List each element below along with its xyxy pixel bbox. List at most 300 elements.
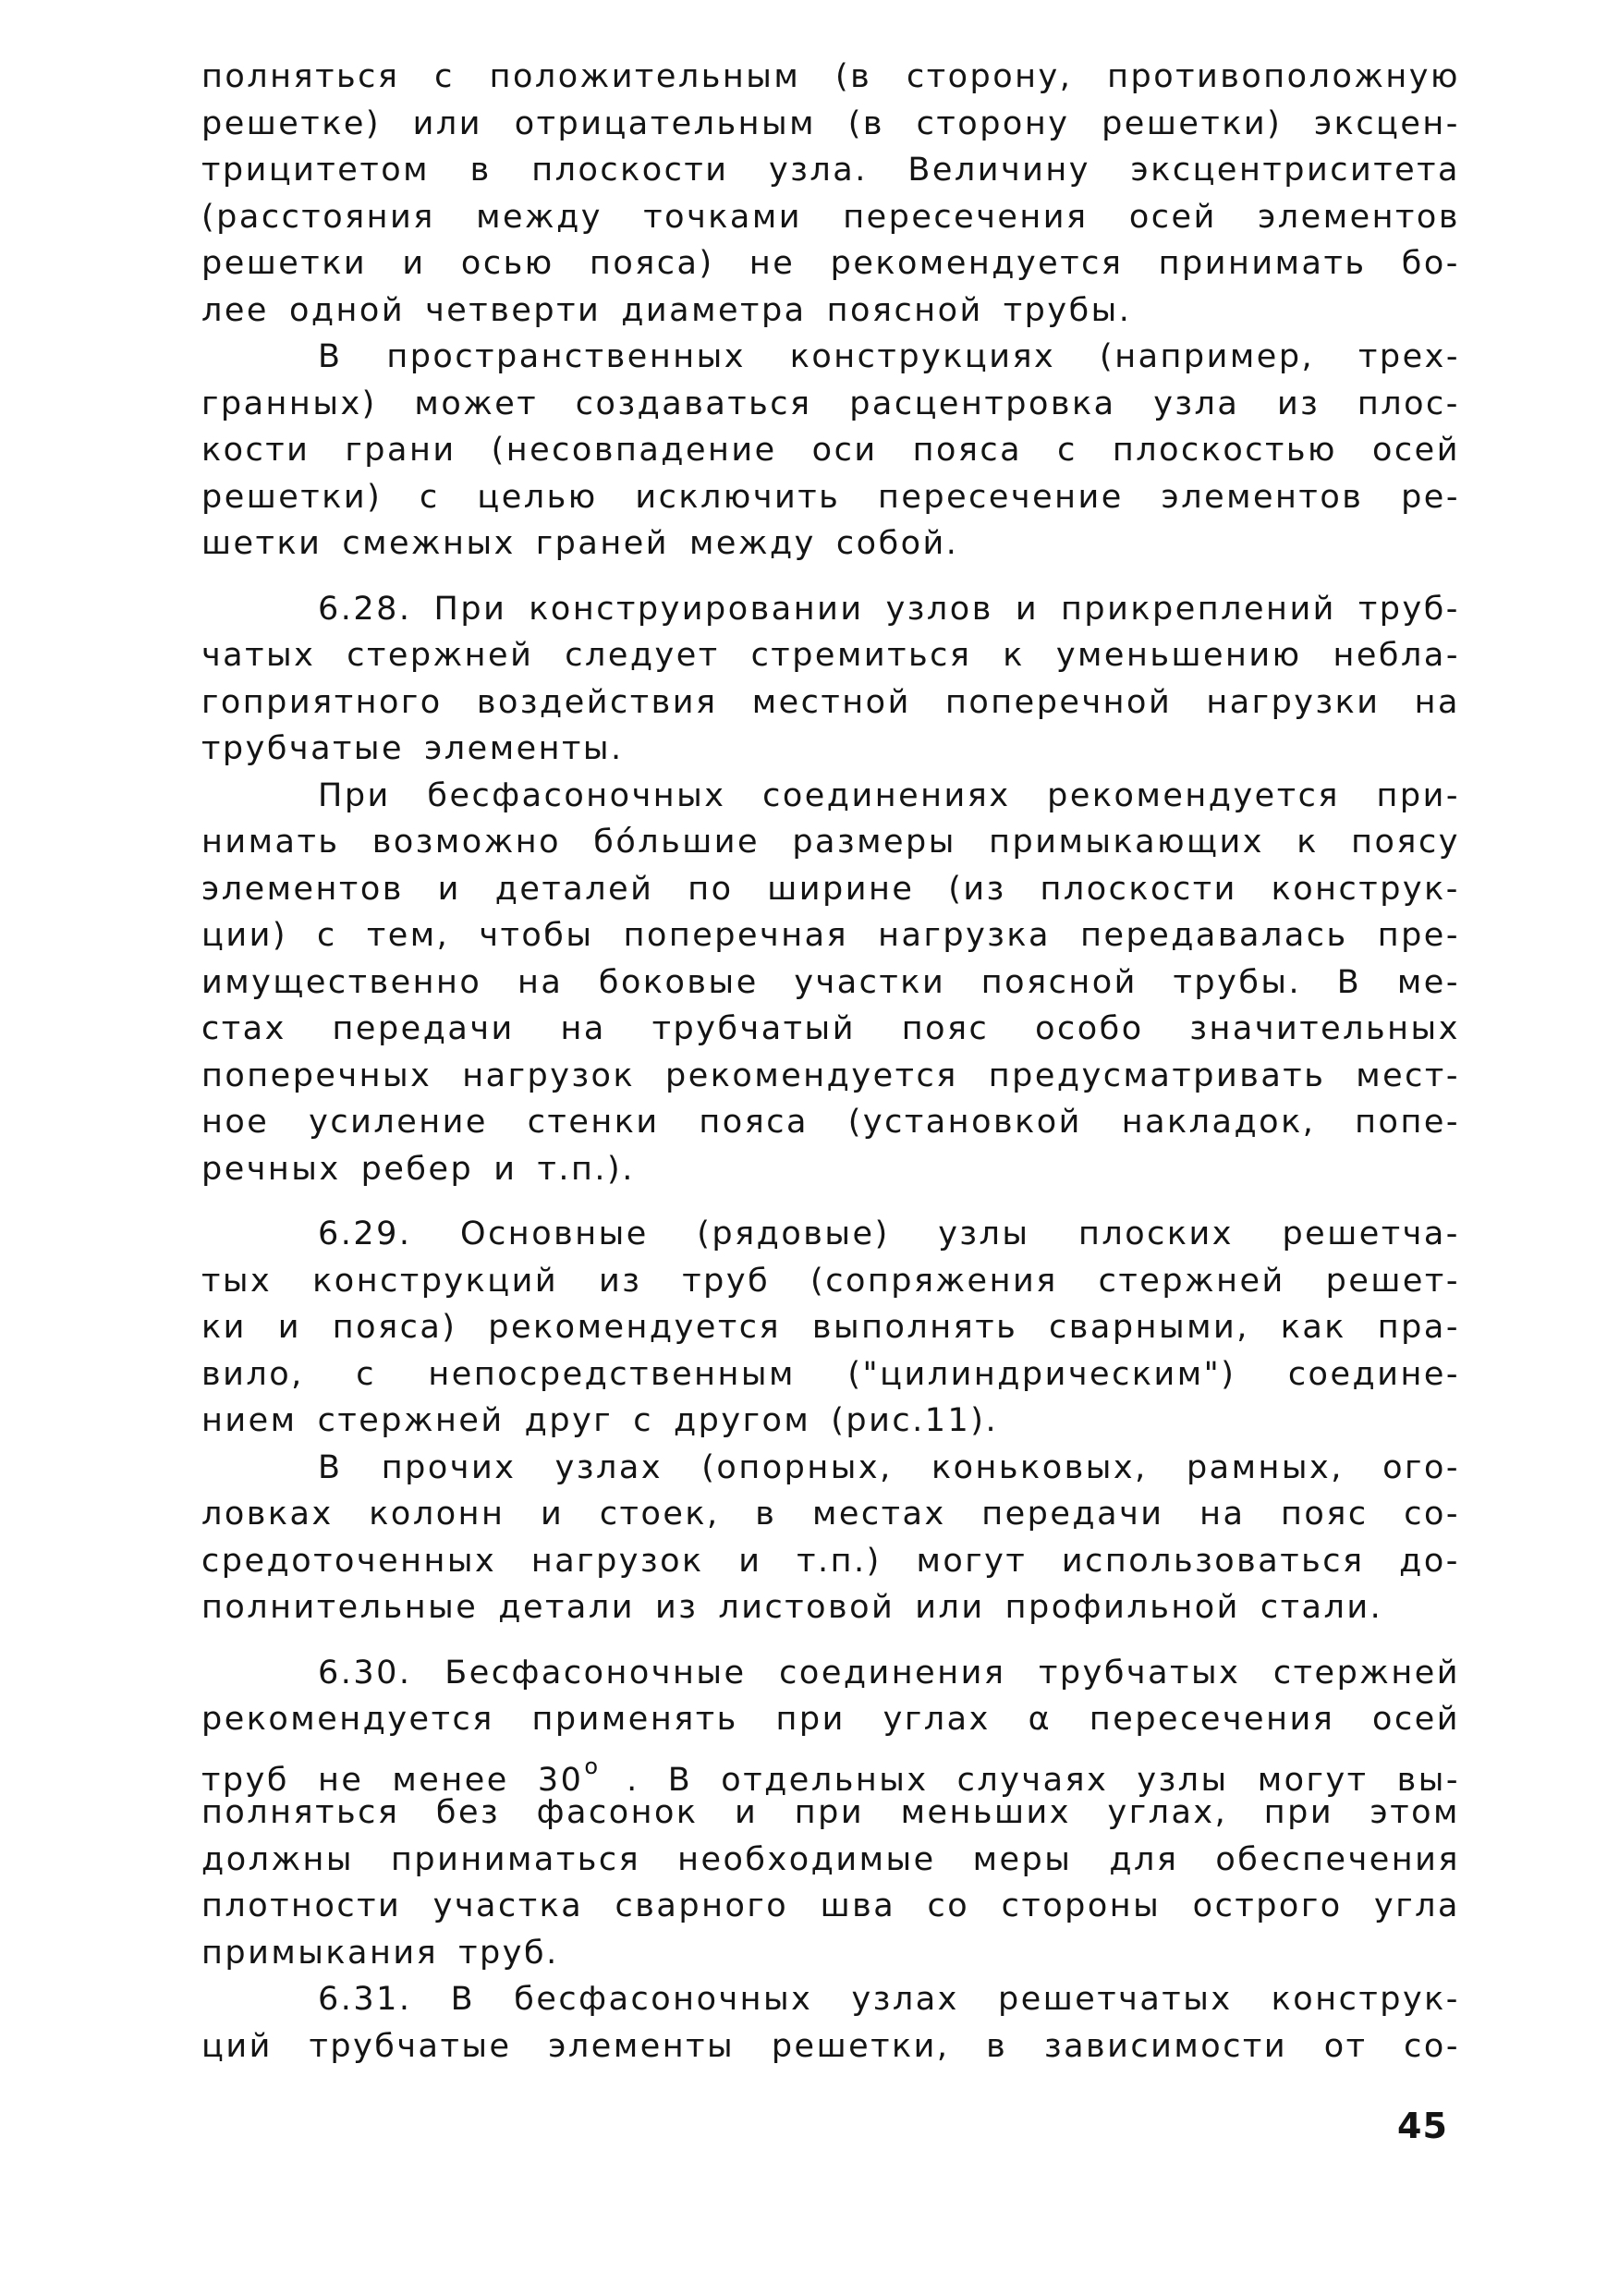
word: В (318, 338, 343, 375)
word: сварными, (1049, 1309, 1249, 1346)
word: плоскости (1040, 870, 1237, 908)
word: с (1057, 432, 1077, 469)
word: узлах (851, 1981, 959, 2018)
word: узла (1153, 385, 1240, 422)
word: узлов (885, 590, 993, 628)
word: деталей (494, 870, 654, 908)
word: конструк- (1271, 1981, 1460, 2018)
word: четверти (425, 291, 602, 329)
word: стоек, (599, 1496, 720, 1533)
word: плоскости (531, 152, 729, 189)
word: соединения (779, 1654, 1006, 1691)
paragraph-gap (201, 1631, 1460, 1650)
text-line (201, 912, 1460, 959)
text-line (201, 1696, 1460, 1743)
word: исключить (635, 478, 841, 516)
word: нагрузка (878, 917, 1052, 954)
word: местной (751, 683, 911, 721)
word: поясной (980, 963, 1138, 1001)
section-6-28-first-line (201, 586, 1460, 633)
word: со- (1404, 1496, 1460, 1533)
word: могут (916, 1542, 1028, 1580)
word: (рядовые) (697, 1215, 890, 1252)
text-line (201, 194, 1460, 241)
word: эксцен- (1313, 104, 1460, 142)
word: на (1414, 683, 1460, 721)
word: стороны (1001, 1887, 1162, 1924)
word: труб (201, 1761, 289, 1799)
text-line (201, 773, 1460, 820)
word: (несовпадение (491, 432, 777, 469)
word: или (412, 104, 483, 142)
word: друг (524, 1402, 614, 1439)
word: труб- (1357, 590, 1460, 628)
text-line (201, 1584, 1460, 1631)
word: усиление (309, 1104, 488, 1141)
text-line (201, 866, 1460, 913)
text-line (201, 1789, 1460, 1837)
word: оси (811, 432, 878, 469)
word: применять (531, 1701, 738, 1738)
word: стах (201, 1010, 286, 1047)
word: смежных (342, 525, 516, 562)
word: Основные (460, 1215, 649, 1252)
word: рекомендуется (1047, 776, 1340, 814)
text-line (201, 1837, 1460, 1884)
word: чатых (201, 637, 316, 674)
word: Величину (907, 152, 1091, 189)
word: нимать (201, 824, 340, 861)
word: элементы (548, 2027, 736, 2065)
word: рекомендуется (201, 1701, 494, 1738)
word: полняться (201, 58, 400, 95)
word: рекомендуется (830, 245, 1124, 282)
word: ребер (360, 1150, 474, 1188)
word: нием (201, 1402, 298, 1439)
word: меньших (900, 1794, 1072, 1831)
word: следует (565, 637, 720, 674)
word: (например, (1100, 338, 1315, 375)
word: узла. (769, 152, 868, 189)
text-line (201, 101, 1460, 148)
word: узлы (1137, 1761, 1229, 1799)
word: В (1336, 963, 1362, 1001)
text-line (201, 1883, 1460, 1930)
word: 6.30. (318, 1654, 412, 1691)
word: осью (460, 245, 554, 282)
word: плотности (201, 1887, 402, 1924)
word: труб (682, 1262, 771, 1300)
word: случаях (956, 1761, 1109, 1799)
word: значительных (1189, 1010, 1460, 1047)
word: при (794, 1794, 865, 1831)
word: (сопряжения (810, 1262, 1058, 1300)
word: конструкциях (789, 338, 1056, 375)
text-line (201, 1304, 1460, 1351)
text-line (201, 726, 1460, 773)
word: между (689, 525, 816, 562)
text-line (201, 1258, 1460, 1305)
word: острого (1192, 1887, 1343, 1924)
word: примыкания (201, 1934, 439, 1972)
text-line (201, 1146, 1460, 1193)
paragraph-gap (201, 568, 1460, 586)
word: конструкций (312, 1262, 559, 1300)
word: меры (972, 1840, 1073, 1878)
word: лее (201, 291, 269, 329)
word: пространственных (386, 338, 746, 375)
word: нагрузок (530, 1542, 704, 1580)
word: листовой (718, 1589, 895, 1626)
word: боковые (598, 963, 759, 1001)
word: при- (1376, 776, 1460, 814)
word: нагрузки (1206, 683, 1381, 721)
word: до- (1399, 1542, 1460, 1580)
word: (в (834, 58, 872, 95)
word: средоточенных (201, 1542, 497, 1580)
word: и (1015, 590, 1040, 628)
text-line (201, 1099, 1460, 1146)
text-line (201, 1398, 1460, 1445)
degree-text-line (201, 1743, 1460, 1799)
section-6-31-first-line (201, 1976, 1460, 2023)
word: профильной (1004, 1589, 1240, 1626)
word: детали (498, 1589, 635, 1626)
degree-mark: о (584, 1753, 599, 1779)
word: на (1199, 1496, 1246, 1533)
word: уменьшению (1055, 637, 1302, 674)
word: выполнять (811, 1309, 1018, 1346)
word: к (1003, 637, 1025, 674)
word: В (318, 1448, 343, 1486)
word: элементов (1161, 478, 1364, 516)
word: решетча- (1282, 1215, 1460, 1252)
word: возможно (371, 824, 562, 861)
word: менее (392, 1761, 509, 1799)
word: пояса (912, 432, 1023, 469)
word: вы- (1396, 1761, 1460, 1799)
word: конструк- (1271, 870, 1460, 908)
word: вило, (201, 1355, 304, 1393)
word: углах (883, 1701, 991, 1738)
word: α (1028, 1701, 1053, 1738)
word: на (517, 963, 564, 1001)
word: ме- (1396, 963, 1460, 1001)
word: мест- (1356, 1056, 1460, 1094)
word: расцентровка (849, 385, 1116, 422)
word: поперечных (201, 1056, 432, 1094)
word: стали. (1260, 1589, 1383, 1626)
word: $30^о$ (537, 1753, 599, 1799)
word: особо (1035, 1010, 1144, 1047)
word: ловках (201, 1496, 334, 1533)
word: и (738, 1542, 762, 1580)
word: от (1323, 2027, 1368, 2065)
text-line (201, 1930, 1460, 1977)
word: пояса (699, 1104, 809, 1141)
word: граней (535, 525, 670, 562)
word: осей (1372, 432, 1460, 469)
word: трубчатые (309, 2027, 512, 2065)
word: пояса) (589, 245, 714, 282)
word: стенки (527, 1104, 660, 1141)
word: с (356, 1355, 376, 1393)
word: Бесфасоночные (444, 1654, 747, 1691)
word: соедине- (1287, 1355, 1460, 1393)
word: коньковых, (931, 1448, 1148, 1486)
page-number: 45 (1397, 2106, 1448, 2146)
word: со (927, 1887, 970, 1924)
word: стержней (347, 637, 534, 674)
word: попе- (1355, 1104, 1460, 1141)
word: с (419, 478, 440, 516)
word: пояса) (332, 1309, 457, 1346)
word: и (277, 1309, 301, 1346)
word: при (775, 1701, 846, 1738)
word: ное (201, 1104, 270, 1141)
word: стержней (1272, 1654, 1460, 1691)
word: участки (794, 963, 946, 1001)
word: трубчатых (1039, 1654, 1241, 1691)
word: сторону (916, 104, 1070, 142)
word: узлы (938, 1215, 1030, 1252)
word: другом (673, 1402, 811, 1439)
text-line (201, 2023, 1460, 2070)
word: трицитетом (201, 152, 431, 189)
word: плос- (1357, 385, 1460, 422)
word: принимать (1158, 245, 1367, 282)
word: поясной (826, 291, 983, 329)
word: пересечения (1089, 1701, 1335, 1738)
word: могут (1257, 1761, 1369, 1799)
text-line (201, 427, 1460, 474)
word: трубчатый (651, 1010, 856, 1047)
word: тем, (366, 917, 450, 954)
word: грани (345, 432, 456, 469)
word: ции) (201, 917, 287, 954)
word: углах, (1107, 1794, 1228, 1831)
word: сторону, (906, 58, 1073, 95)
word: должны (201, 1840, 355, 1878)
word: бо- (1401, 245, 1460, 282)
word: рекомендуется (488, 1309, 782, 1346)
word: и (493, 1150, 517, 1188)
text-line (201, 474, 1460, 521)
word: пересечение (877, 478, 1124, 516)
word: (из (948, 870, 1006, 908)
word: ре- (1401, 478, 1460, 516)
word: ширине (767, 870, 915, 908)
text-line (201, 240, 1460, 287)
word: При (433, 590, 507, 628)
word: положительным (489, 58, 801, 95)
word: колонн (369, 1496, 505, 1533)
word: накладок, (1121, 1104, 1316, 1141)
word: т.п.). (537, 1150, 635, 1188)
word: диаметра (621, 291, 807, 329)
word: примыкающих (989, 824, 1264, 861)
word: пра- (1377, 1309, 1460, 1346)
word: из (654, 1589, 699, 1626)
word: ки (201, 1309, 247, 1346)
section-6-29-first-line (201, 1211, 1460, 1258)
word: бо́льшие (593, 824, 761, 861)
text-line (201, 1006, 1460, 1053)
word: в (469, 152, 492, 189)
word: нагрузок (462, 1056, 636, 1094)
word: рекомендуется (665, 1056, 958, 1094)
word: решетке) (201, 104, 382, 142)
word: речных (201, 1150, 341, 1188)
word: трубы. (1173, 963, 1302, 1001)
word: пересечения (843, 198, 1089, 236)
word: гоприятного (201, 683, 443, 721)
word: прочих (381, 1448, 517, 1486)
word: стремиться (750, 637, 972, 674)
word: и (402, 245, 426, 282)
word: обеспечения (1215, 1840, 1460, 1878)
word: точками (643, 198, 802, 236)
text-line (201, 1445, 1460, 1492)
word: размеры (792, 824, 956, 861)
word: элементов (1258, 198, 1460, 236)
word: целью (477, 478, 598, 516)
word: создаваться (575, 385, 812, 422)
word: При (318, 776, 391, 814)
word: конструировании (529, 590, 864, 628)
word: (рис.11). (831, 1402, 999, 1439)
word: кости (201, 432, 310, 469)
body-text (201, 54, 1460, 2070)
word: с (633, 1402, 653, 1439)
word: ("цилиндрическим") (847, 1355, 1236, 1393)
text-line (201, 54, 1460, 101)
word: узлах (554, 1448, 663, 1486)
word: воздействия (476, 683, 718, 721)
word: сварного (615, 1887, 789, 1924)
word: или (915, 1589, 985, 1626)
word: имущественно (201, 963, 482, 1001)
word: не (317, 1761, 364, 1799)
text-line (201, 1491, 1460, 1538)
word: фасонок (536, 1794, 699, 1831)
word: с (434, 58, 455, 95)
word: т.п.) (797, 1542, 882, 1580)
text-line (201, 381, 1460, 428)
word: прикреплений (1061, 590, 1336, 628)
word: поперечной (945, 683, 1173, 721)
word: поперечная (623, 917, 849, 954)
word: трех- (1357, 338, 1460, 375)
word: полнительные (201, 1589, 479, 1626)
word: пояс (1281, 1496, 1369, 1533)
word: плоскостью (1112, 432, 1338, 469)
word: шетки (201, 525, 323, 562)
word: отдельных (721, 1761, 929, 1799)
word: трубы. (1003, 291, 1132, 329)
word: элементы. (424, 730, 624, 767)
word: ций (201, 2027, 273, 2065)
word: из (599, 1262, 642, 1300)
word: элементов (201, 870, 404, 908)
word: с (317, 917, 337, 954)
text-line (201, 819, 1460, 866)
word: отрицательным (514, 104, 817, 142)
word: как (1280, 1309, 1346, 1346)
word: В (450, 1981, 476, 2018)
word: шва (820, 1887, 896, 1924)
word: без (435, 1794, 501, 1831)
text-line (201, 959, 1460, 1007)
word: и (540, 1496, 565, 1533)
word: передачи (981, 1496, 1164, 1533)
text-line (201, 287, 1460, 335)
word: небла- (1333, 637, 1460, 674)
word: осей (1372, 1701, 1460, 1738)
word: участка (432, 1887, 584, 1924)
text-line (201, 1351, 1460, 1398)
word: стержней (317, 1402, 505, 1439)
word: решетчатых (997, 1981, 1233, 2018)
word: по (688, 870, 734, 908)
word: собой. (835, 525, 959, 562)
word: ого- (1382, 1448, 1460, 1486)
word: гранных) (201, 385, 377, 422)
text-line (201, 679, 1460, 727)
word: трубчатые (201, 730, 405, 767)
word: пре- (1377, 917, 1460, 954)
word: из (1276, 385, 1321, 422)
word: осей (1128, 198, 1217, 236)
text-line (201, 520, 1460, 568)
word: предусматривать (988, 1056, 1326, 1094)
word: решет- (1325, 1262, 1460, 1300)
word: рамных, (1186, 1448, 1344, 1486)
word: в (986, 2027, 1008, 2065)
text-line (201, 334, 1460, 381)
word: передавалась (1080, 917, 1348, 954)
text-line (201, 1538, 1460, 1585)
word: и (437, 870, 461, 908)
word: решетки, (771, 2027, 950, 2065)
word: поясу (1351, 824, 1460, 861)
word: этом (1369, 1794, 1460, 1831)
text-line (201, 1053, 1460, 1100)
word: непосредственным (428, 1355, 796, 1393)
word: (в (847, 104, 885, 142)
word: эксцентриситета (1130, 152, 1460, 189)
word: бесфасоночных (514, 1981, 813, 2018)
word: чтобы (479, 917, 594, 954)
word: соединениях (762, 776, 1011, 814)
word: необходимые (677, 1840, 936, 1878)
word: приниматься (390, 1840, 641, 1878)
word: (опорных, (701, 1448, 893, 1486)
word: плоских (1078, 1215, 1235, 1252)
word: В (667, 1761, 693, 1799)
word: на (560, 1010, 606, 1047)
section-6-30-first-line (201, 1650, 1460, 1697)
text-line (201, 147, 1460, 194)
word: в (755, 1496, 777, 1533)
word: решетки) (1102, 104, 1283, 142)
paragraph-gap (201, 1192, 1460, 1211)
word: 6.29. (318, 1215, 412, 1252)
word: противоположную (1107, 58, 1460, 95)
word: при (1263, 1794, 1334, 1831)
word: зависимости (1043, 2027, 1288, 2065)
word: решетки (201, 245, 368, 282)
